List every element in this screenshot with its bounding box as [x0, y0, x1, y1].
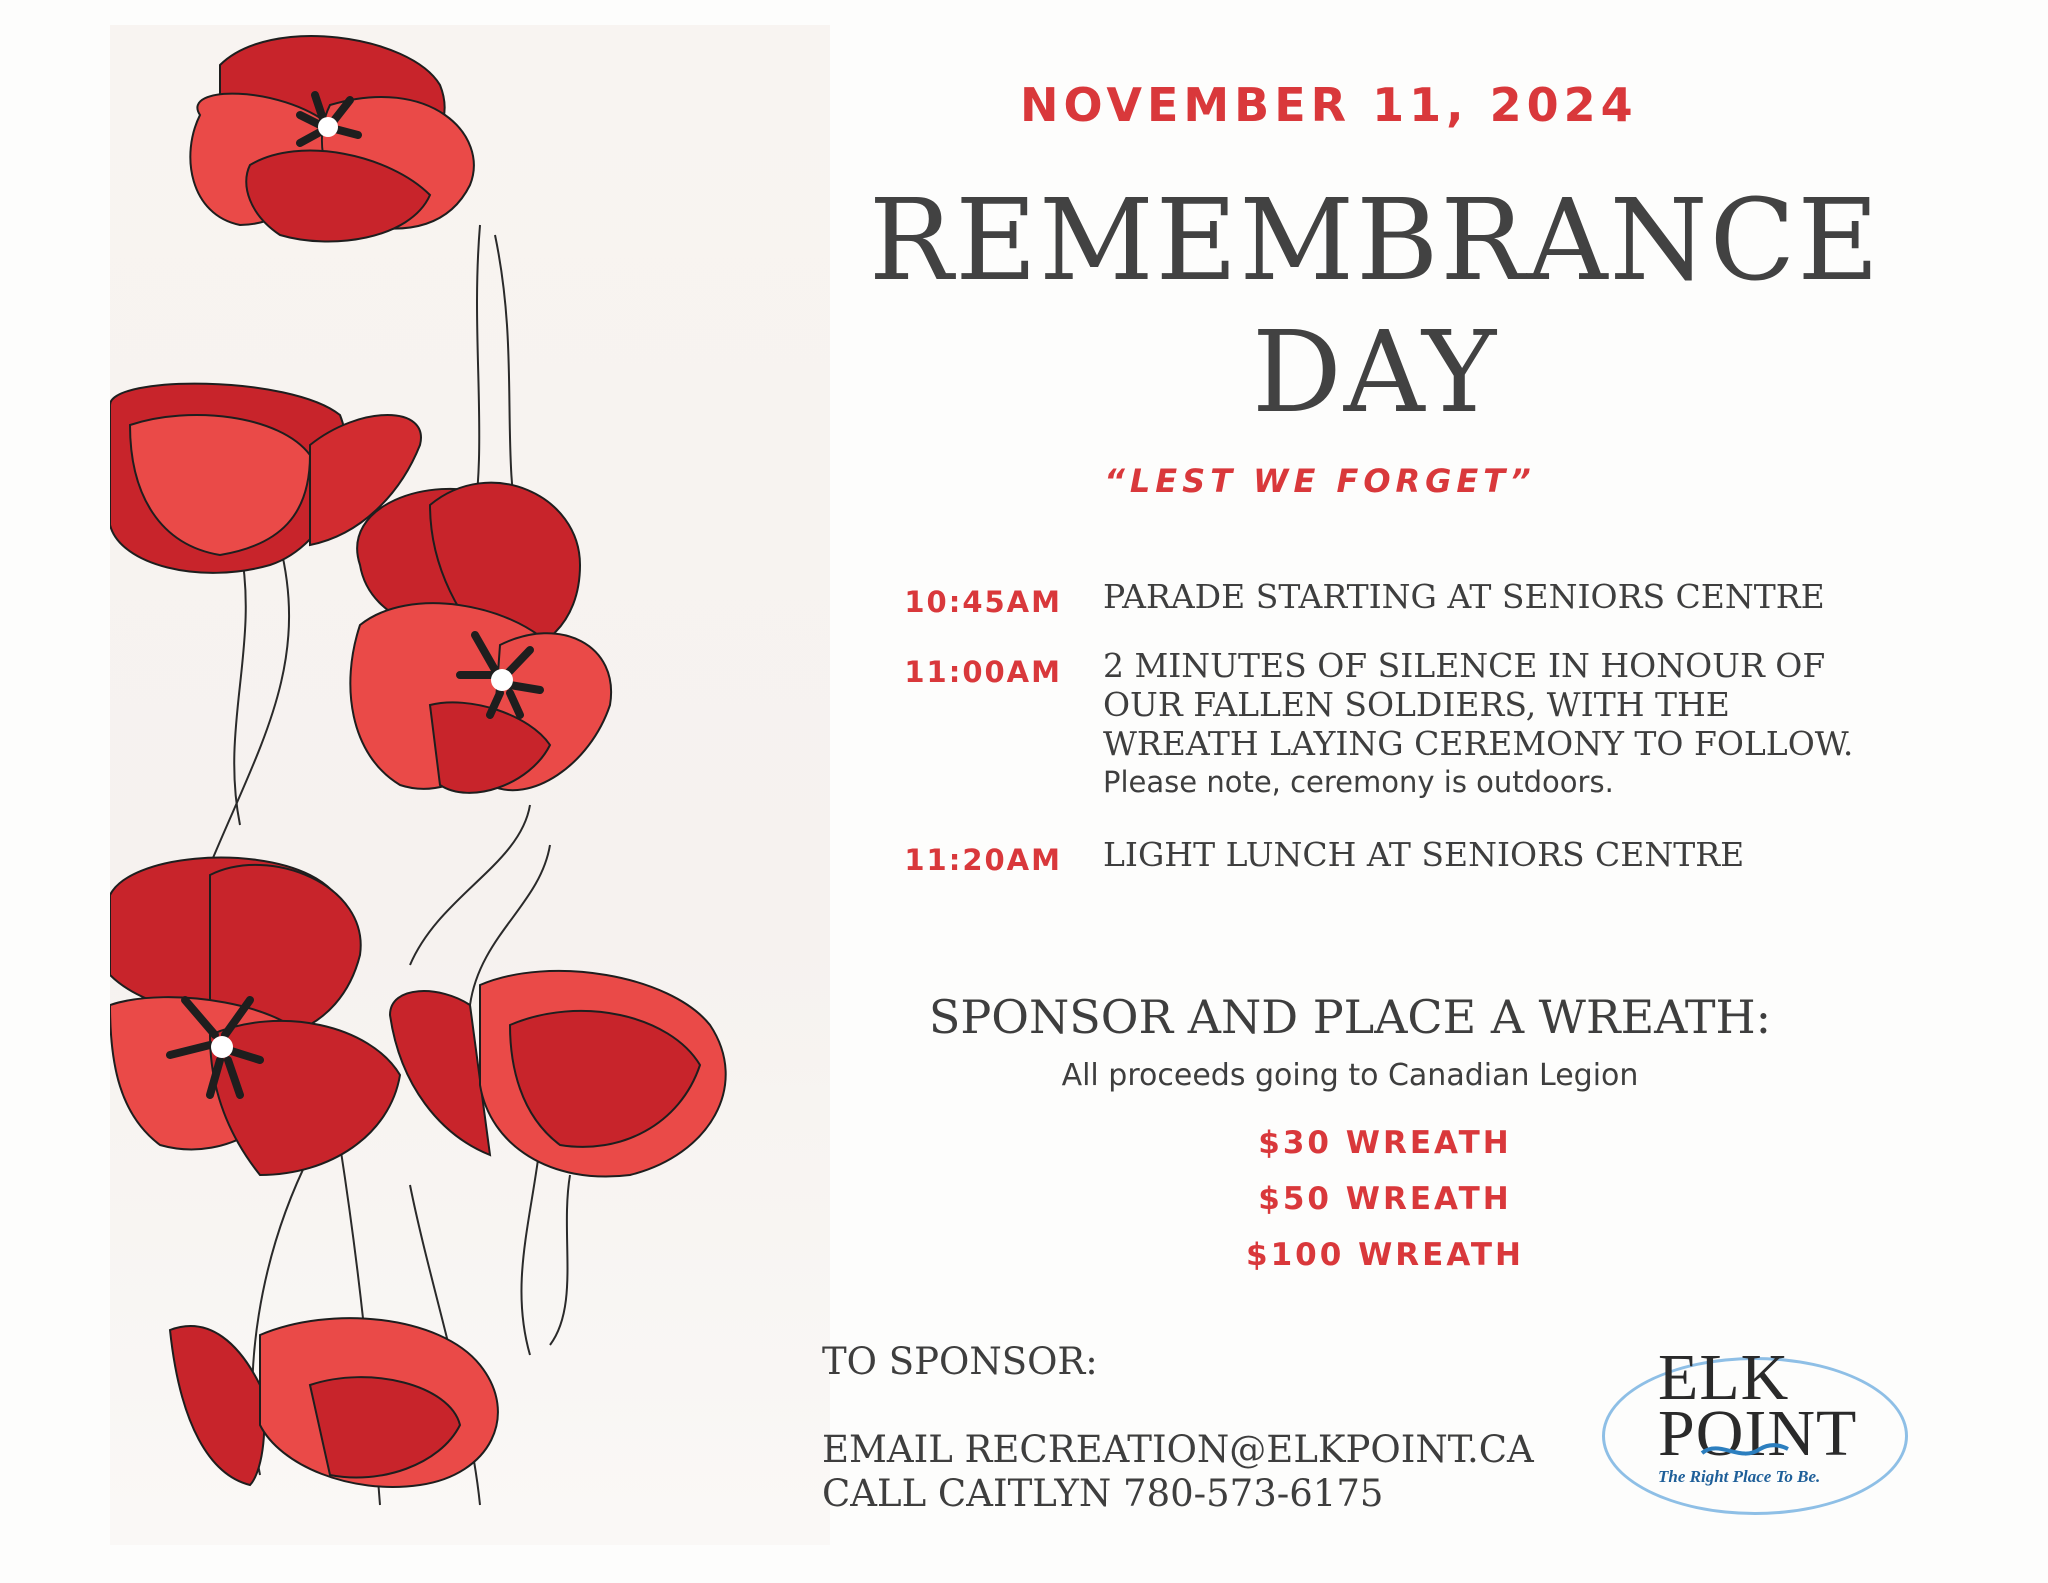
- logo-line-1: ELK: [1658, 1341, 1790, 1414]
- sponsor-heading: SPONSOR AND PLACE A WREATH:: [928, 990, 1772, 1044]
- schedule-time: 11:00AM: [904, 655, 1062, 689]
- poppy-illustration-panel: [110, 25, 830, 1545]
- poppy-flowers-illustration: [110, 25, 830, 1545]
- sponsor-subtext: All proceeds going to Canadian Legion: [1061, 1058, 1639, 1093]
- contact-label: TO SPONSOR:: [822, 1340, 1098, 1383]
- poppy-flower-icon: [110, 858, 400, 1175]
- poppy-flower-icon: [390, 971, 726, 1177]
- poppy-flower-icon: [170, 1318, 498, 1487]
- title-line-1: REMEMBRANCE: [868, 176, 1882, 306]
- schedule-line: OUR FALLEN SOLDIERS, WITH THE: [1103, 685, 1730, 724]
- poppy-flower-icon: [350, 483, 611, 793]
- schedule-line: WREATH LAYING CEREMONY TO FOLLOW.: [1103, 724, 1854, 763]
- logo-tagline: The Right Place To Be.: [1658, 1467, 1821, 1486]
- contact-phone[interactable]: CALL CAITLYN 780-573-6175: [822, 1472, 1384, 1515]
- schedule-line: 2 MINUTES OF SILENCE IN HONOUR OF: [1103, 646, 1826, 685]
- schedule-description: [1103, 577, 1825, 616]
- schedule-line: LIGHT LUNCH AT SENIORS CENTRE: [1103, 835, 1745, 874]
- event-date: NOVEMBER 11, 2024: [1020, 78, 1638, 132]
- schedule-time: 10:45AM: [904, 585, 1062, 619]
- wreath-option: $50 WREATH: [1258, 1181, 1512, 1217]
- schedule-time: 11:20AM: [904, 843, 1062, 877]
- poppy-flower-icon: [190, 36, 473, 241]
- wreath-option: $100 WREATH: [1246, 1237, 1524, 1273]
- page-title: [760, 175, 1990, 439]
- contact-email[interactable]: EMAIL RECREATION@ELKPOINT.CA: [822, 1428, 1534, 1471]
- elk-point-logo: [1600, 1341, 1920, 1525]
- wreath-option: $30 WREATH: [1258, 1125, 1512, 1161]
- logo-line-2: POINT: [1658, 1397, 1858, 1470]
- logo-swoosh-icon: [1700, 1435, 1790, 1465]
- title-line-2: DAY: [1251, 308, 1499, 438]
- schedule-line: PARADE STARTING AT SENIORS CENTRE: [1103, 577, 1825, 616]
- schedule-description: [1103, 646, 1853, 802]
- tagline: “LEST WE FORGET”: [1104, 462, 1536, 500]
- schedule-description: [1103, 835, 1744, 874]
- schedule-note: Please note, ceremony is outdoors.: [1103, 765, 1614, 799]
